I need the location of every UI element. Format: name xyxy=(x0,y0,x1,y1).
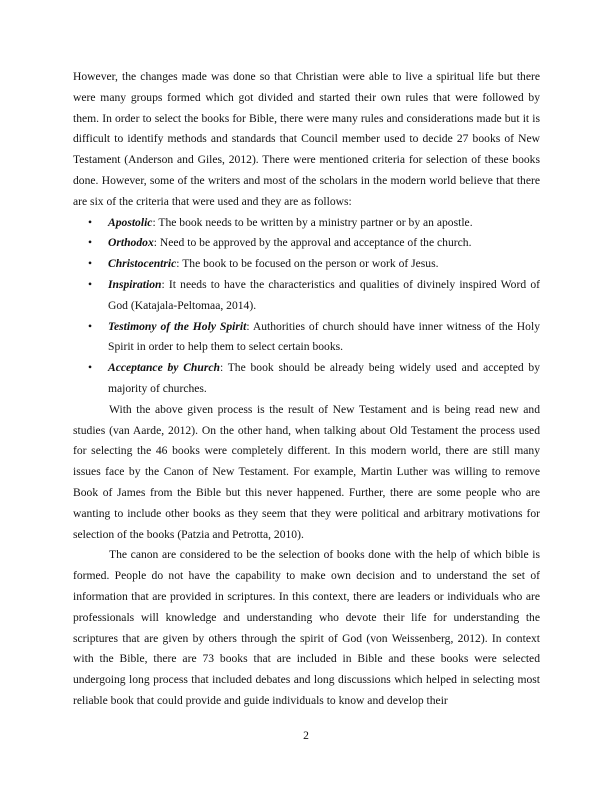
bullet-icon: • xyxy=(88,319,93,333)
page-number: 2 xyxy=(303,729,309,742)
bullet-icon: • xyxy=(88,361,93,375)
list-item xyxy=(73,213,540,234)
criterion-text: : The book should be already being widely used and accepted by majority of churches. xyxy=(108,361,540,395)
criterion-text: : Need to be approved by the approval and acceptance of the church. xyxy=(153,236,472,250)
bullet-icon: • xyxy=(88,257,93,271)
bullet-icon: • xyxy=(88,215,93,229)
list-item xyxy=(73,233,540,254)
criterion-term: Acceptance by Church xyxy=(108,361,220,375)
criterion-text: : The book to be focused on the person or work of Jesus. xyxy=(176,257,439,271)
list-item xyxy=(73,254,540,275)
paragraph-process: With the above given process is the result of New Testament and is being read new and studies (van Aarde, 2012). On the other hand, when talking about Old Testament the process used for selecting the 46 books were completely different. In this modern world, there are still many issues face by the Canon of New Testament. For example, Martin Luther was willing to remove Book of James from the Bible but this never happened. Further, there are some people who are wanting to include other books as they seem that they were political and arbitrary motivations for selection of the books (Patzia and Petrotta, 2010). xyxy=(73,402,540,541)
bullet-icon: • xyxy=(88,236,93,250)
list-item xyxy=(73,317,540,359)
paragraph-canon: The canon are considered to be the selection of books done with the help of which bible is formed. People do not have the capability to make own decision and to understand the set of information that are provided in scriptures. In this context, there are leaders or individuals who are professionals will knowledge and understanding who devote their life for understanding the scriptures that are given by others through the spirit of God (von Weissenberg, 2012). In context with the Bible, there are 73 books that are included in Bible and these books were selected undergoing long process that included debates and long discussions which helped in selecting most reliable book that could provide and guide individuals to know and develop their xyxy=(73,548,540,707)
criterion-text: : Authorities of church should have inner witness of the Holy Spirit in order to help them to select certain books. xyxy=(108,319,540,354)
criteria-list xyxy=(73,213,540,400)
paragraph-intro: However, the changes made was done so that Christian were able to live a spiritual life but there were many groups formed which got divided and started their own rules that were followed by them. In order to select the books for Bible, there were many rules and considerations made but it is difficult to identify methods and standards that Council member used to decide 27 books of New Testament (Anderson and Giles, 2012). There were mentioned criteria for selection of these books done. However, some of the writers and most of the scholars in the modern world believe that there are six of the criteria that were used and they are as follows: xyxy=(73,70,540,208)
list-item xyxy=(73,275,540,317)
criterion-term: Christocentric xyxy=(108,257,177,271)
list-item xyxy=(73,358,540,400)
criterion-term: Apostolic xyxy=(108,215,153,229)
criterion-text: : It needs to have the characteristics and qualities of divinely inspired Word of God (Katajala-Peltomaa, 2014). xyxy=(108,277,540,312)
criterion-term: Orthodox xyxy=(108,236,154,250)
criterion-term: Testimony of the Holy Spirit xyxy=(108,319,247,333)
bullet-icon: • xyxy=(88,277,93,291)
criterion-term: Inspiration xyxy=(108,277,162,291)
page-body xyxy=(73,67,540,712)
criterion-text: : The book needs to be written by a ministry partner or by an apostle. xyxy=(152,215,473,229)
